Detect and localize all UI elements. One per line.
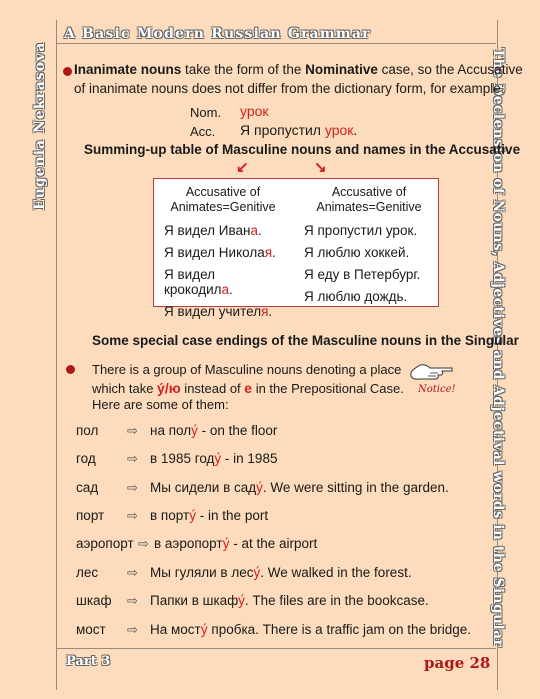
table-row: Я видел Николая. <box>164 245 276 260</box>
bullet-icon <box>66 365 75 374</box>
special-p1: There is a group of Masculine nouns denoting a place <box>92 362 402 377</box>
right-head: Accusative of Animates=Genitive <box>316 185 422 214</box>
page-number: page 28 <box>424 654 491 672</box>
notice-label: Notice! <box>418 384 456 395</box>
intro-line2: of inanimate nouns does not differ from the dictionary form, for example: <box>74 81 505 96</box>
arrow-right-icon: ⇨ <box>127 508 138 523</box>
table-row: Я еду в Петербург. <box>304 267 421 282</box>
table-row: Я люблю хоккей. <box>304 245 410 260</box>
arrow-right-icon: ⇨ <box>138 536 149 551</box>
arrow-right-icon: ⇨ <box>127 480 138 495</box>
special-title: Some special case endings of the Masculine nouns in the Singular <box>92 333 519 348</box>
acc-label: Acc. <box>190 124 216 139</box>
table-row: Я пропустил урок. <box>304 223 418 238</box>
left-head: Accusative of Animates=Genitive <box>170 185 276 214</box>
arrow-down-left-icon: ↙ <box>236 159 249 176</box>
pointing-hand-icon <box>408 360 454 384</box>
arrow-right-icon: ⇨ <box>127 423 138 438</box>
arrow-right-icon: ⇨ <box>127 565 138 580</box>
summary-table <box>153 178 439 319</box>
special-p2: which take у́/ю instead of е in the Prepositional Case. <box>92 380 404 396</box>
part-label: Part 3 <box>66 654 111 669</box>
nom-label: Nom. <box>190 105 222 120</box>
arrow-down-right-icon: ↘ <box>314 159 327 176</box>
bullet-icon <box>63 67 72 76</box>
special-p3: Here are some of them: <box>92 397 229 412</box>
table-row: Я люблю дождь. <box>304 289 408 304</box>
arrow-right-icon: ⇨ <box>127 593 138 608</box>
arrow-right-icon: ⇨ <box>127 451 138 466</box>
arrow-right-icon: ⇨ <box>127 622 138 637</box>
summary-title: Summing-up table of Masculine nouns and names in the Accusative <box>84 142 521 157</box>
header-title: A Basic Modern Russian Grammar <box>64 26 371 42</box>
intro-line1: Inanimate nouns take the form of the Nominative case, so the Accusative <box>74 62 523 77</box>
table-row: Я видел учителя. <box>164 304 273 319</box>
table-row: Я видел Ивана. <box>164 223 262 238</box>
nom-word: урок <box>240 103 269 119</box>
table-row: Я видел крокодила. <box>164 267 233 297</box>
acc-example: Я пропустил урок. <box>240 122 358 138</box>
